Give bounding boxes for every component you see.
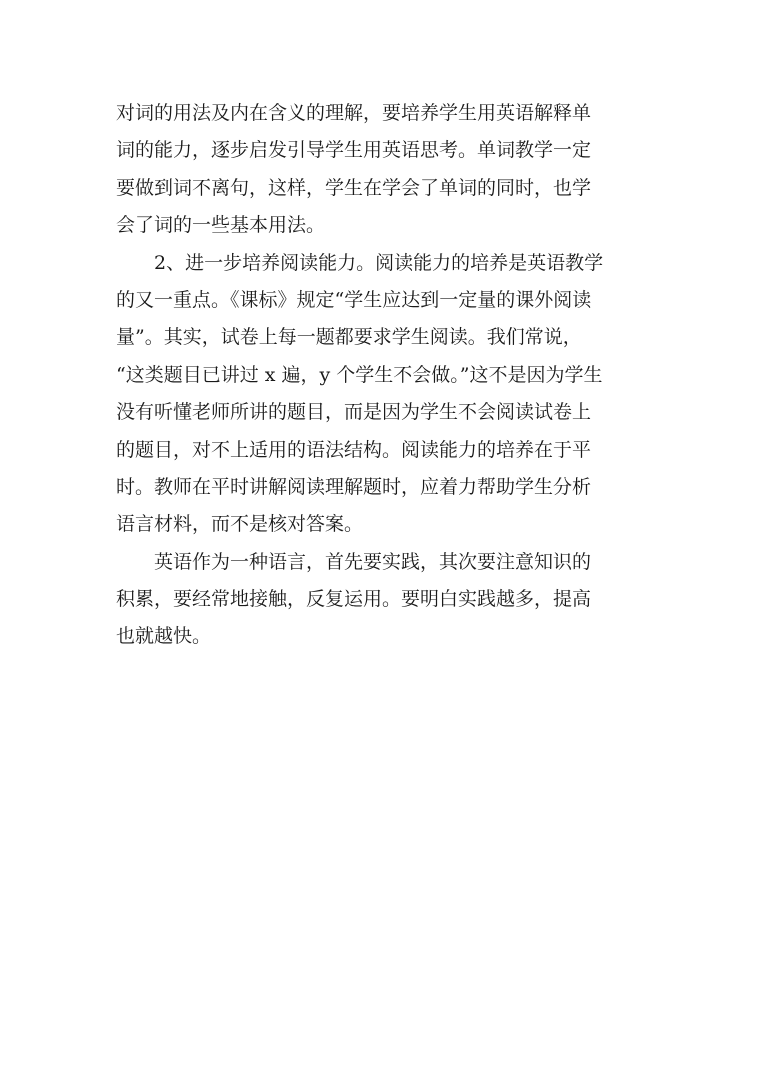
paragraph-line: 英语作为一种语言，首先要实践，其次要注意知识的 — [154, 550, 592, 573]
paragraph-2 — [116, 245, 656, 544]
paragraph-line: 对词的用法及内在含义的理解，要培养学生用英语解释单 — [116, 102, 592, 124]
paragraph-line: 语言材料，而不是核对答案。 — [116, 513, 364, 536]
paragraph-line: 词的能力，逐步启发引导学生用英语思考。单词教学一定 — [116, 139, 592, 162]
paragraph-line: 会了词的一些基本用法。 — [116, 214, 326, 237]
paragraph-line: 也就越快。 — [116, 625, 212, 648]
paragraph-line: 积累，要经常地接触，反复运用。要明白实践越多，提高 — [116, 588, 592, 611]
document-body — [116, 95, 656, 656]
paragraph-1 — [116, 95, 656, 245]
paragraph-line: “这类题目已讲过 x 遍，y 个学生不会做。”这不是因为学生 — [116, 363, 603, 386]
paragraph-line: 2、进一步培养阅读能力。阅读能力的培养是英语教学 — [154, 251, 604, 274]
paragraph-3 — [116, 544, 656, 656]
paragraph-line: 量”。其实，试卷上每一题都要求学生阅读。我们常说， — [116, 326, 582, 349]
paragraph-line: 要做到词不离句，这样，学生在学会了单词的同时，也学 — [116, 176, 592, 199]
paragraph-line: 的又一重点。《课标》规定“学生应达到一定量的课外阅读 — [116, 288, 592, 311]
paragraph-line: 没有听懂老师所讲的题目，而是因为学生不会阅读试卷上 — [116, 401, 592, 424]
paragraph-line: 时。教师在平时讲解阅读理解题时，应着力帮助学生分析 — [116, 475, 592, 498]
paragraph-line: 的题目，对不上适用的语法结构。阅读能力的培养在于平 — [116, 438, 592, 461]
